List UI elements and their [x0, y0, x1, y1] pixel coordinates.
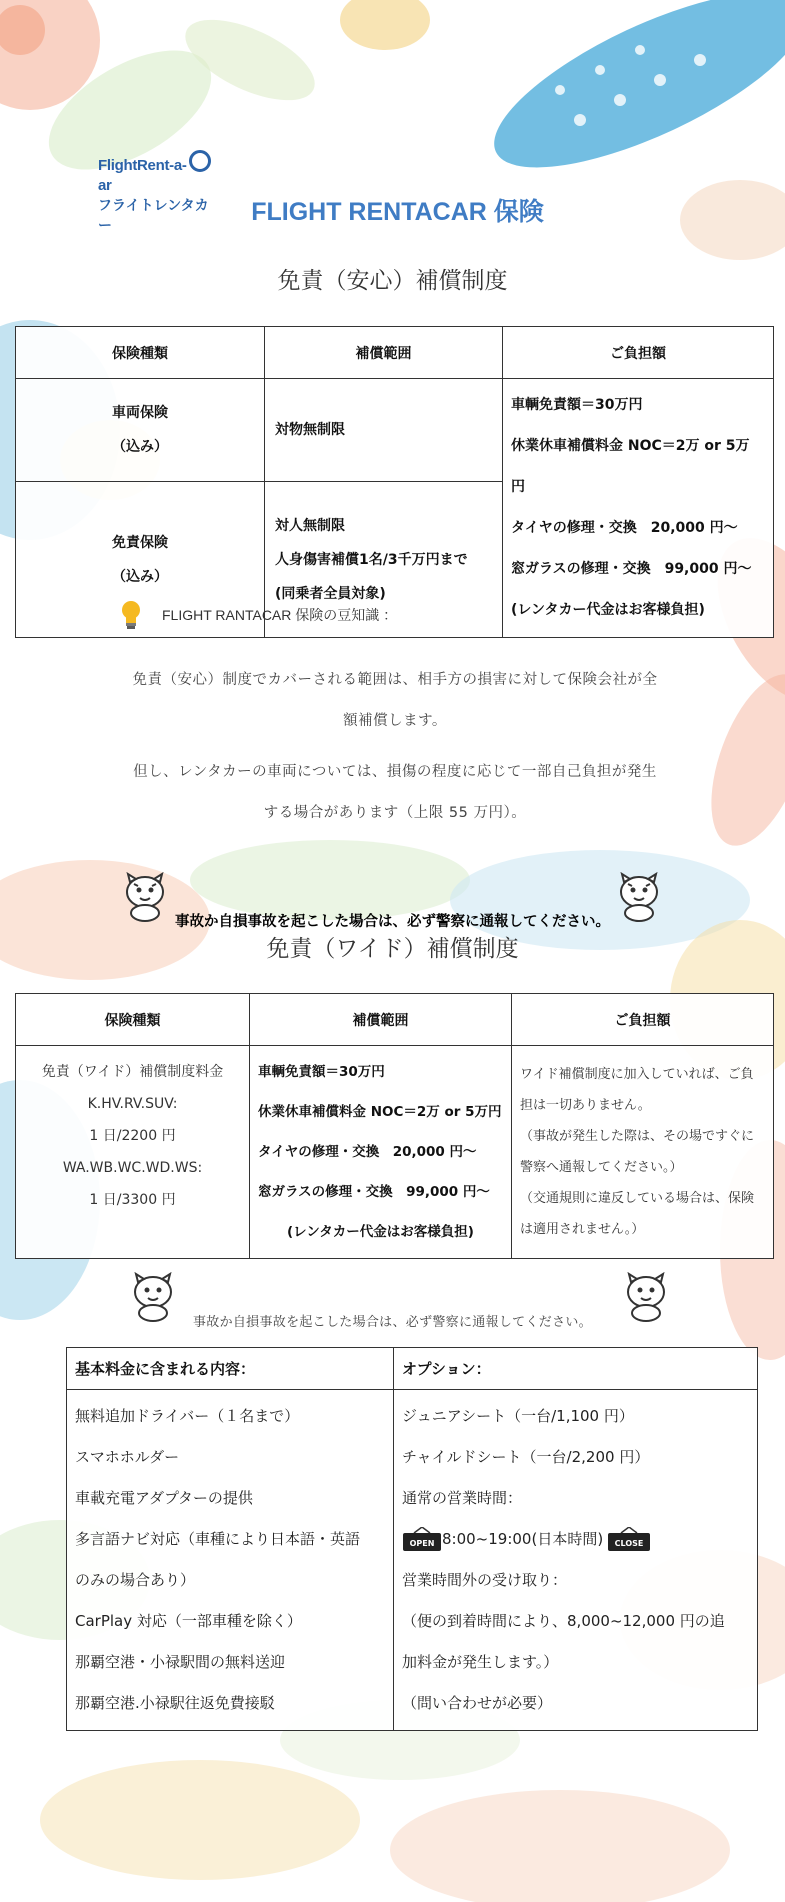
tip-paragraph-1: 免責（安心）制度でカバーされる範囲は、相手方の損害に対して保険会社が全 額補償します。 — [132, 672, 658, 729]
car-icon — [189, 150, 211, 172]
list-item: CarPlay 対応（一部車種を除く） — [75, 1612, 302, 1630]
list-item: スマホホルダー — [75, 1448, 180, 1466]
police-warning: 事故か自損事故を起こした場合は、必ず警察に通報してください。 — [175, 914, 610, 930]
burden-cell: 車輌免責額＝30万円 休業休車補償料金 NOC＝2万 or 5万円 タイヤの修理・交換 20,000 円～ 窓ガラスの修理・交換 99,000 円～ (レンタカー代金はお客様負担) — [503, 379, 774, 638]
header-coverage: 補償範囲 — [265, 327, 503, 379]
table-row — [67, 1390, 758, 1731]
wide-burden-cell: ワイド補償制度に加入していれば、ご負 担は一切ありません。 （事故が発生した際は、その場ですぐに 警察へ通報してください。） （交通規則に違反している場合は、保険 は適用されません。） — [512, 1046, 774, 1259]
property-coverage-cell: 対物無制限 — [265, 379, 503, 482]
tip-paragraph-2: 但し、レンタカーの車両については、損傷の程度に応じて一部自己負担が発生 する場合があります（上限 55 万円）。 — [133, 764, 657, 821]
header-burden: ご負担額 — [503, 327, 774, 379]
svg-text:CLOSE: CLOSE — [614, 1538, 644, 1548]
logo-text-ja: フライトレンタカー — [98, 198, 209, 234]
list-item: 通常の営業時間： — [402, 1489, 523, 1507]
list-item: 営業時間外の受け取り： — [402, 1571, 568, 1589]
section1-table — [15, 326, 774, 638]
section2-title: 免責（ワイド）補償制度 — [266, 936, 519, 962]
open-sign-icon — [402, 1527, 442, 1553]
logo-text-en: FlightRent-a-ar — [98, 155, 213, 194]
list-item: 多言語ナビ対応（車種により日本語・英語 — [75, 1530, 361, 1548]
personal-coverage-cell: 対人無制限 人身傷害補償1名/3千万円まで (同乗者全員対象) — [265, 482, 503, 638]
section1-title: 免責（安心）補償制度 — [277, 268, 508, 294]
list-item: （問い合わせが必要） — [402, 1694, 553, 1712]
included-options-table — [66, 1347, 758, 1731]
header-included: 基本料金に含まれる内容： — [67, 1348, 394, 1390]
table-row — [16, 1046, 774, 1259]
table-row — [16, 379, 774, 482]
police-warning-2: 事故か自損事故を起こした場合は、必ず警察に通報してください。 — [192, 1315, 592, 1330]
business-hours-row: OPEN 8:00~19:00(日本時間) CLOSE — [402, 1519, 749, 1560]
svg-text:OPEN: OPEN — [409, 1538, 435, 1548]
tip-title: FLIGHT RANTACAR 保険の豆知識 ： — [162, 607, 398, 623]
header-burden: ご負担額 — [512, 994, 774, 1046]
header-insurance-type: 保険種類 — [16, 327, 265, 379]
wide-coverage-cell: 車輌免責額＝30万円 休業休車補償料金 NOC＝2万 or 5万円 タイヤの修理・交換 20,000 円～ 窓ガラスの修理・交換 99,000 円～ (レンタカー代金はお客様負担) — [250, 1046, 512, 1259]
vehicle-insurance-cell: 車両保険 （込み） — [16, 379, 265, 482]
tip-heading — [120, 600, 397, 630]
list-item: のみの場合あり） — [75, 1571, 196, 1589]
header-insurance-type: 保険種類 — [16, 994, 250, 1046]
list-item: 加料金が発生します。） — [402, 1653, 559, 1671]
exemption-insurance-cell: 免責保険 （込み） — [16, 482, 265, 638]
table-header-row — [16, 327, 774, 379]
header-options: オプション： — [394, 1348, 758, 1390]
list-item: チャイルドシート（一台/2,200 円） — [402, 1448, 650, 1466]
section2-table — [15, 993, 774, 1259]
list-item: （便の到着時間により、8,000~12,000 円の追 — [402, 1612, 725, 1630]
list-item: 車載充電アダプターの提供 — [75, 1489, 253, 1507]
close-sign-icon — [607, 1527, 651, 1553]
lightbulb-icon — [120, 600, 142, 630]
included-list — [67, 1390, 394, 1731]
header-coverage: 補償範囲 — [250, 994, 512, 1046]
list-item: 那覇空港・小禄駅間の無料送迎 — [75, 1653, 286, 1671]
wide-fee-cell: 免責（ワイド）補償制度料金 K.HV.RV.SUV: 1 日/2200 円 WA.WB.WC.WD.WS: 1 日/3300 円 — [16, 1046, 250, 1259]
list-item: 那覇空港.小禄駅往返免費接駁 — [75, 1694, 275, 1712]
brand-title: FLIGHT RENTACAR 保険 — [251, 198, 544, 226]
list-item: 無料追加ドライバー（１名まで） — [75, 1407, 300, 1425]
table-header-row — [16, 994, 774, 1046]
list-item: ジュニアシート（一台/1,100 円） — [402, 1407, 634, 1425]
options-list — [394, 1390, 758, 1731]
table-header-row — [67, 1348, 758, 1390]
